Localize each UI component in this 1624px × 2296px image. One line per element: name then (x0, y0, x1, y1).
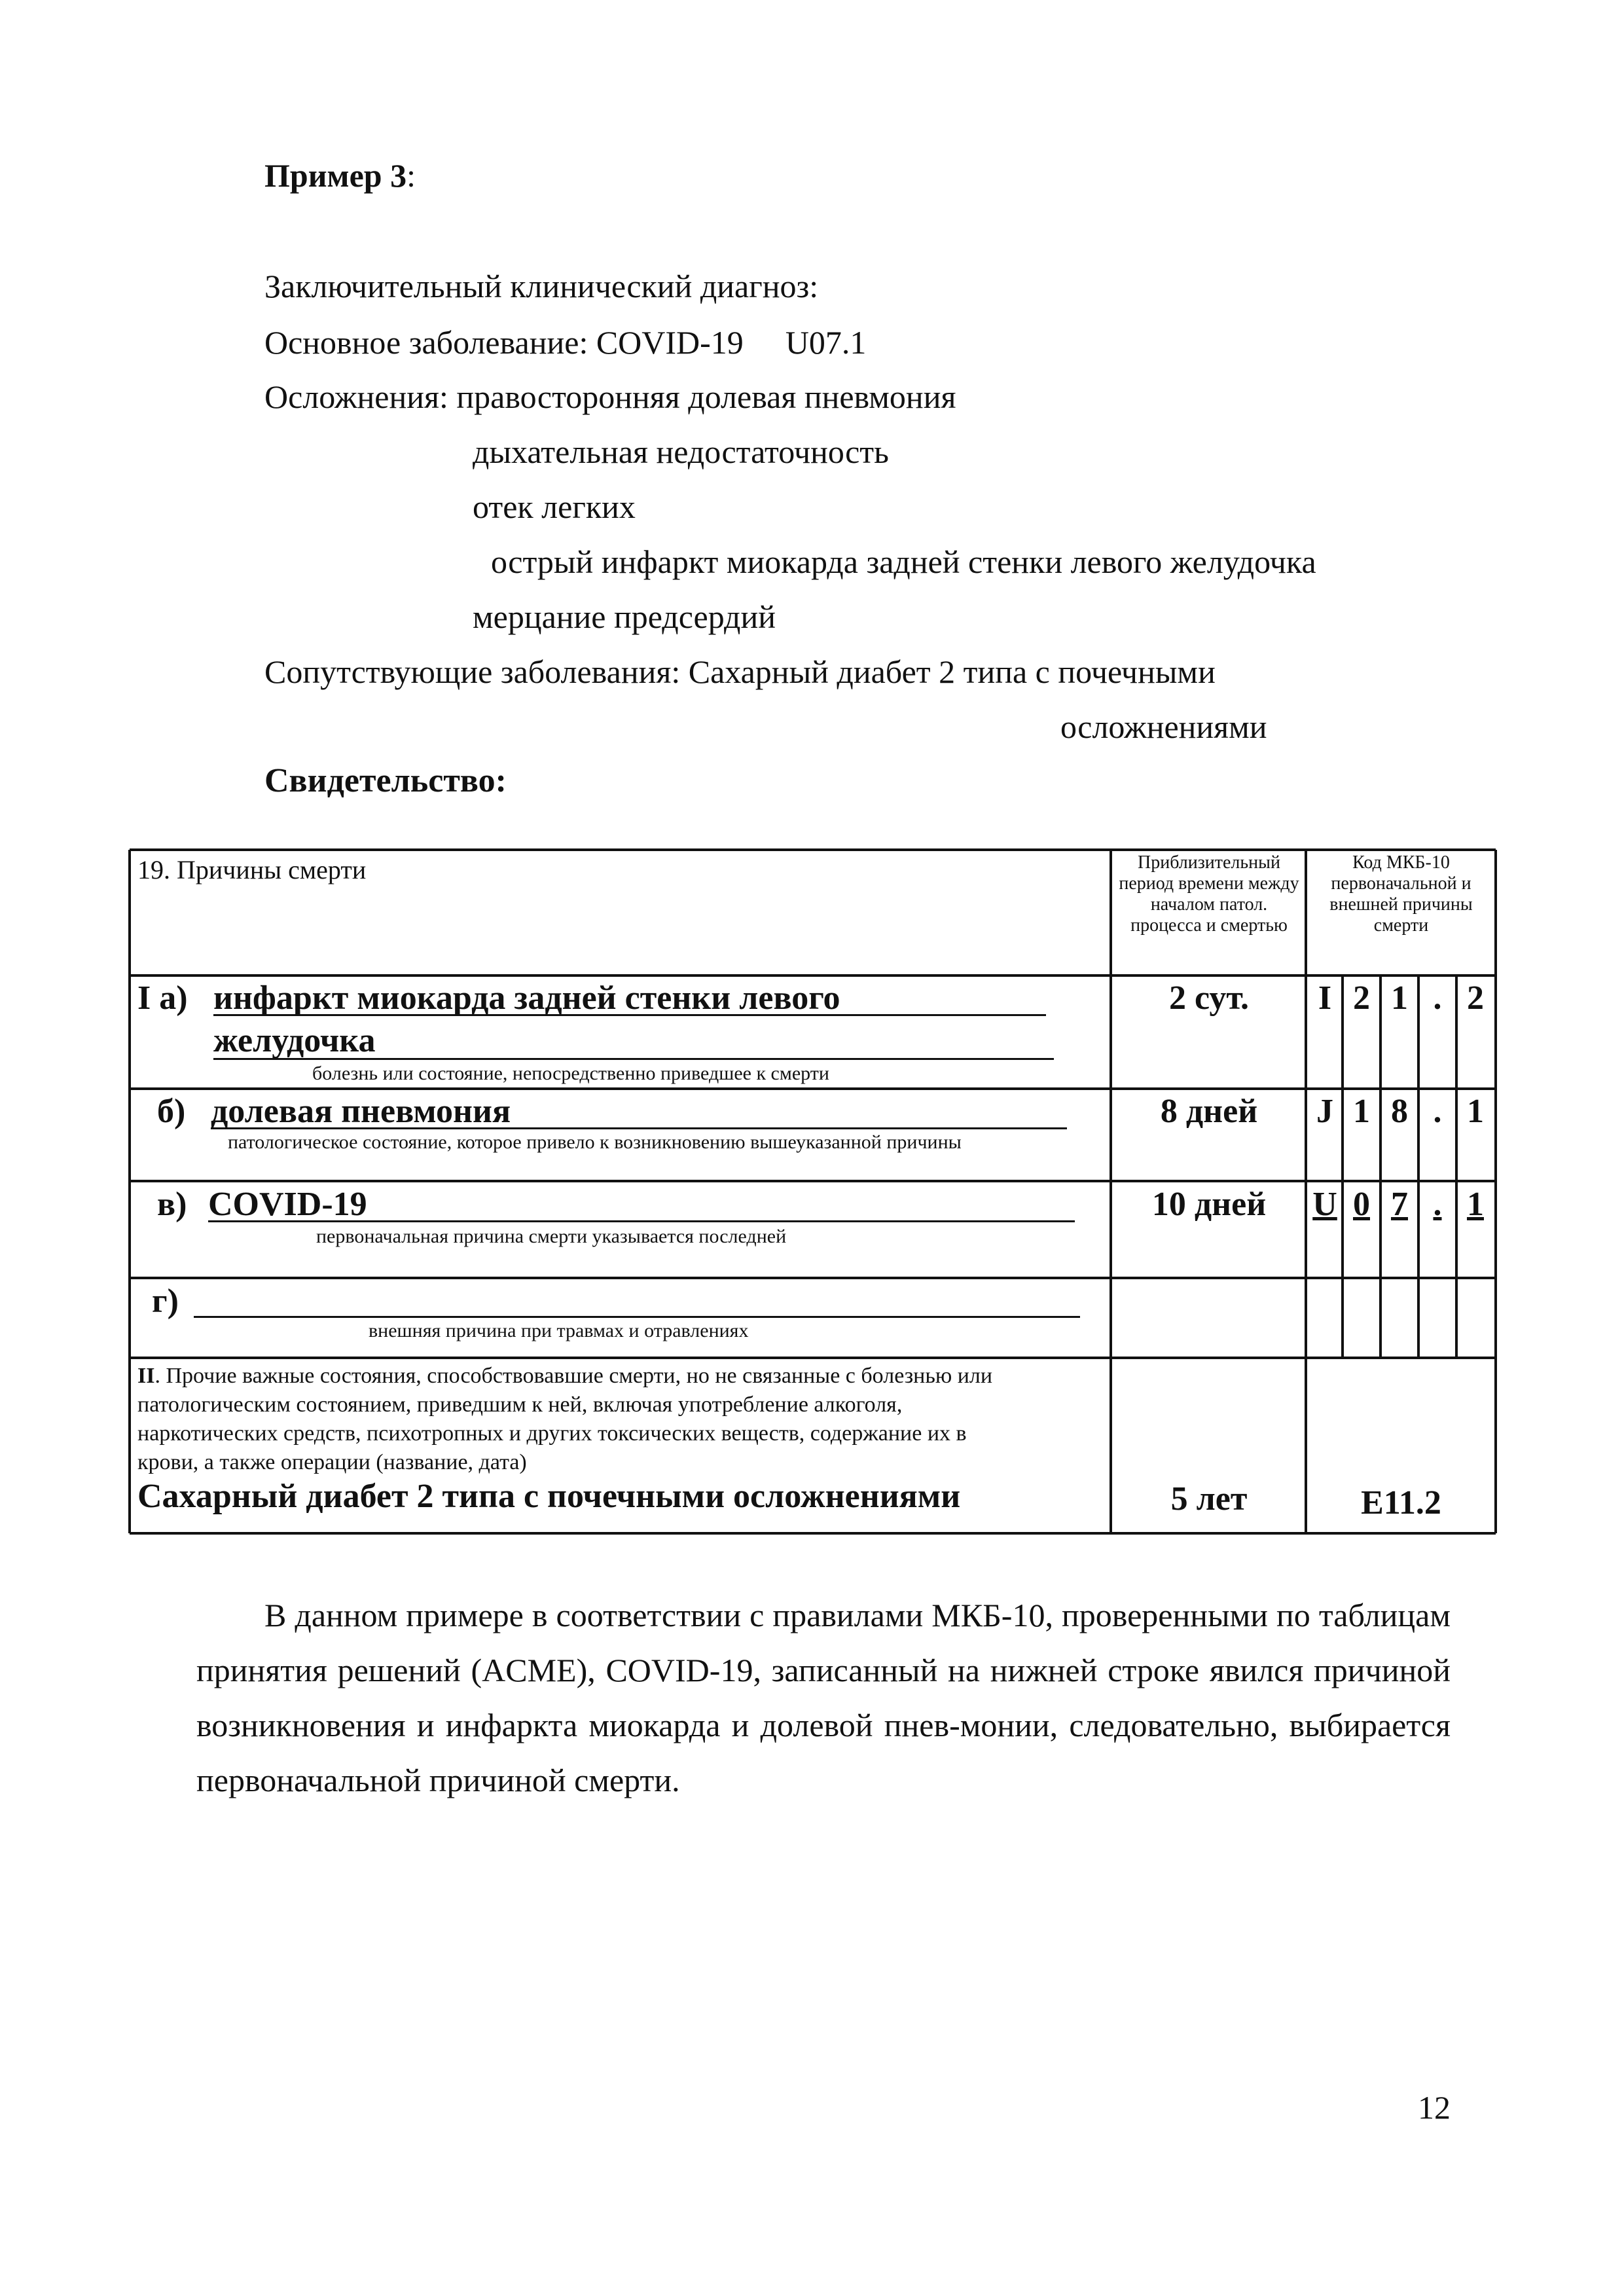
part2-line1 (137, 1362, 992, 1391)
row-b-code-digit: 1 (1467, 1093, 1484, 1130)
page-number: 12 (1418, 2089, 1451, 2126)
certificate-heading: Свидетельство: (264, 762, 507, 799)
example-colon: : (406, 157, 416, 194)
col-period-header: Приблизительный период времени между началом патол. процесса и смертью (1119, 852, 1299, 936)
row-v-hint: первоначальная причина смерти указывается последней (316, 1226, 787, 1247)
row-v-period: 10 дней (1151, 1186, 1267, 1223)
row-a-underline (213, 1014, 1046, 1016)
part2-line2: патологическим состоянием, приведшим к ней, включая употребление алкоголя, (137, 1393, 903, 1417)
row-b-label: б) (157, 1093, 186, 1130)
part2-value: Сахарный диабет 2 типа с почечными осложнениями (137, 1478, 961, 1515)
main-disease (264, 323, 866, 362)
row-v-code-digit: 1 (1467, 1186, 1484, 1223)
part2-line4: крови, а также операции (название, дата) (137, 1450, 527, 1474)
row-b-underline (211, 1127, 1067, 1129)
col-causes-header: 19. Причины смерти (137, 855, 367, 884)
row-b-period: 8 дней (1160, 1093, 1258, 1130)
complication-item: отек легких (473, 488, 636, 525)
row-b-code-digit: 1 (1353, 1093, 1370, 1130)
row-g-label: г) (152, 1283, 179, 1320)
row-v-code-digit: 7 (1391, 1186, 1408, 1223)
row-a-cause-line2: желудочка (213, 1022, 376, 1059)
main-disease-label: Основное заболевание: COVID-19 (264, 324, 744, 361)
row-v-code-digit: . (1433, 1186, 1442, 1223)
part2-code: E11.2 (1361, 1484, 1441, 1522)
example-title (264, 156, 416, 195)
part2-period: 5 лет (1170, 1480, 1248, 1518)
complication-item: дыхательная недостаточность (473, 433, 889, 470)
row-a-code-digit: I (1318, 979, 1332, 1017)
row-a-period: 2 сут. (1168, 979, 1250, 1017)
concomitant-label: Сопутствующие заболевания: Сахарный диабет 2 типа с почечными (264, 653, 1216, 690)
row-v-code-digit: 0 (1353, 1186, 1370, 1223)
part2-line3: наркотических средств, психотропных и других токсических веществ, содержание их в (137, 1421, 967, 1446)
row-b-code-digit: . (1433, 1093, 1442, 1130)
row-a-cause-line1: инфаркт миокарда задней стенки левого (213, 979, 840, 1017)
row-v-cause: COVID-19 (208, 1186, 367, 1223)
row-a-underline (213, 1058, 1054, 1060)
row-a-label: I а) (137, 979, 188, 1017)
col-code-header: Код МКБ-10 первоначальной и внешней причины смерти (1329, 852, 1473, 936)
main-disease-code: U07.1 (785, 324, 867, 361)
row-v-label: в) (157, 1186, 187, 1223)
concomitant-cont: осложнениями (1060, 708, 1267, 745)
row-a-code-digit: . (1433, 979, 1442, 1017)
complication-item: мерцание предсердий (473, 598, 776, 635)
explanation-text: В данном примере в соответствии с правилами МКБ-10, проверенными по таблицам принятия решений (ACME), COVID-19, записанный на нижней строке явился причиной возникновения и инфаркта миокарда и долевой пнев-монии, следовательно, выбирается первоначальной причиной смерти. (196, 1597, 1451, 1798)
row-b-cause: долевая пневмония (211, 1093, 511, 1130)
row-a-code-digit: 1 (1391, 979, 1408, 1017)
diagnosis-heading: Заключительный клинический диагноз: (264, 268, 819, 304)
row-v-underline (208, 1220, 1075, 1222)
example-label: Пример 3 (264, 157, 407, 194)
part2-line1-text: . Прочие важные состояния, способствовавшие смерти, но не связанные с болезнью или (154, 1364, 993, 1388)
row-b-code-digit: J (1316, 1093, 1333, 1130)
row-v-code-digit: U (1312, 1186, 1337, 1223)
complications-label: Осложнения: правосторонняя долевая пневмония (264, 378, 956, 415)
part2-roman: II (137, 1364, 155, 1388)
row-a-code-digit: 2 (1353, 979, 1370, 1017)
explanation-paragraph (196, 1588, 1451, 1808)
row-g-hint: внешняя причина при травмах и отравлениях (369, 1320, 749, 1341)
complication-item: острый инфаркт миокарда задней стенки левого желудочка (491, 543, 1316, 580)
row-a-hint: болезнь или состояние, непосредственно приведшее к смерти (312, 1063, 829, 1084)
row-a-code-digit: 2 (1467, 979, 1484, 1017)
row-g-underline (194, 1316, 1080, 1318)
row-b-code-digit: 8 (1391, 1093, 1408, 1130)
row-b-hint: патологическое состояние, которое привело к возникновению вышеуказанной причины (228, 1131, 962, 1153)
